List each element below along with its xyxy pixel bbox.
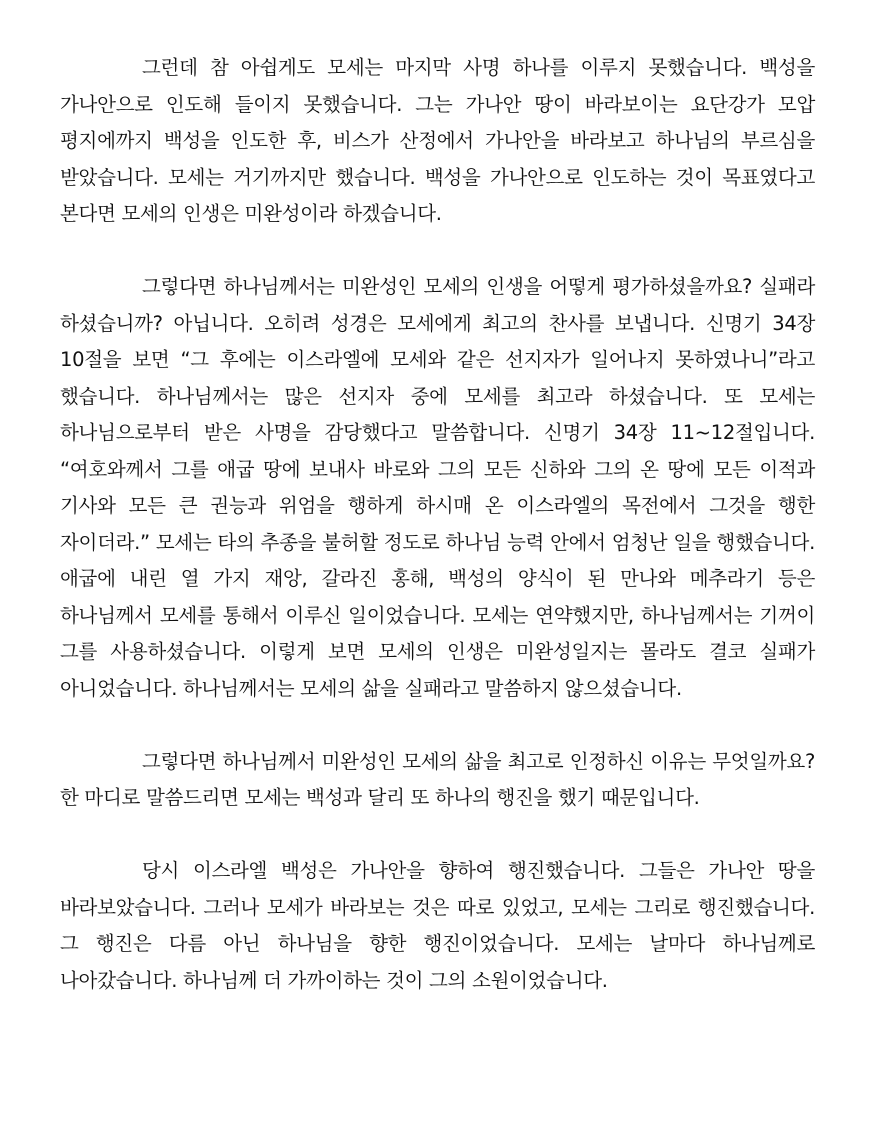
paragraph-3: 그렇다면 하나님께서 미완성인 모세의 삶을 최고로 인정하신 이유는 무엇일까요? 한 마디로 말씀드리면 모세는 백성과 달리 또 하나의 행진을 했기 때문입니다. [60, 749, 815, 809]
paragraph-2: 그렇다면 하나님께서는 미완성인 모세의 인생을 어떻게 평가하셨을까요? 실패라 하셨습니까? 아닙니다. 오히려 성경은 모세에게 최고의 찬사를 보냅니다. 신명기 34장 10절을 보면 “그 후에는 이스라엘에 모세와 같은 선지자가 일어나지 못하였나니”라고 했습니다. 하나님께서는 많은 선지자 중에 모세를 최고라 하셨습니다. 또 모세는 하나님으로부터 받은 사명을 감당했다고 말씀합니다. 신명기 34장 11~12절입니다. “여호와께서 그를 애굽 땅에 보내사 바로와 그의 모든 신하와 그의 온 땅에 모든 이적과 기사와 모든 큰 권능과 위엄을 행하게 하시매 온 이스라엘의 목전에서 그것을 행한 자이더라.” 모세는 타의 추종을 불허할 정도로 하나님 능력 안에서 엄청난 일을 행했습니다. 애굽에 내린 열 가지 재앙, 갈라진 홍해, 백성의 양식이 된 만나와 메추라기 등은 하나님께서 모세를 통해서 이루신 일이었습니다. 모세는 연약했지만, 하나님께서는 기꺼이 그를 사용하셨습니다. 이렇게 보면 모세의 인생은 미완성일지는 몰라도 결코 실패가 아니었습니다. 하나님께서는 모세의 삶을 실패라고 말씀하지 않으셨습니다. [60, 275, 815, 700]
paragraph-gap [60, 707, 815, 744]
document-page [60, 50, 815, 999]
paragraph-gap [60, 817, 815, 854]
paragraph-4: 당시 이스라엘 백성은 가나안을 향하여 행진했습니다. 그들은 가나안 땅을 바라보았습니다. 그러나 모세가 바라보는 것은 따로 있었고, 모세는 그리로 행진했습니다. 그 행진은 다름 아닌 하나님을 향한 행진이었습니다. 모세는 날마다 하나님께로 나아갔습니다. 하나님께 더 가까이하는 것이 그의 소원이었습니다. [60, 859, 815, 992]
paragraph-gap [60, 233, 815, 270]
paragraph-1: 그런데 참 아쉽게도 모세는 마지막 사명 하나를 이루지 못했습니다. 백성을 가나안으로 인도해 들이지 못했습니다. 그는 가나안 땅이 바라보이는 요단강가 모압 평지에까지 백성을 인도한 후, 비스가 산정에서 가나안을 바라보고 하나님의 부르심을 받았습니다. 모세는 거기까지만 했습니다. 백성을 가나안으로 인도하는 것이 목표였다고 본다면 모세의 인생은 미완성이라 하겠습니다. [60, 56, 815, 225]
